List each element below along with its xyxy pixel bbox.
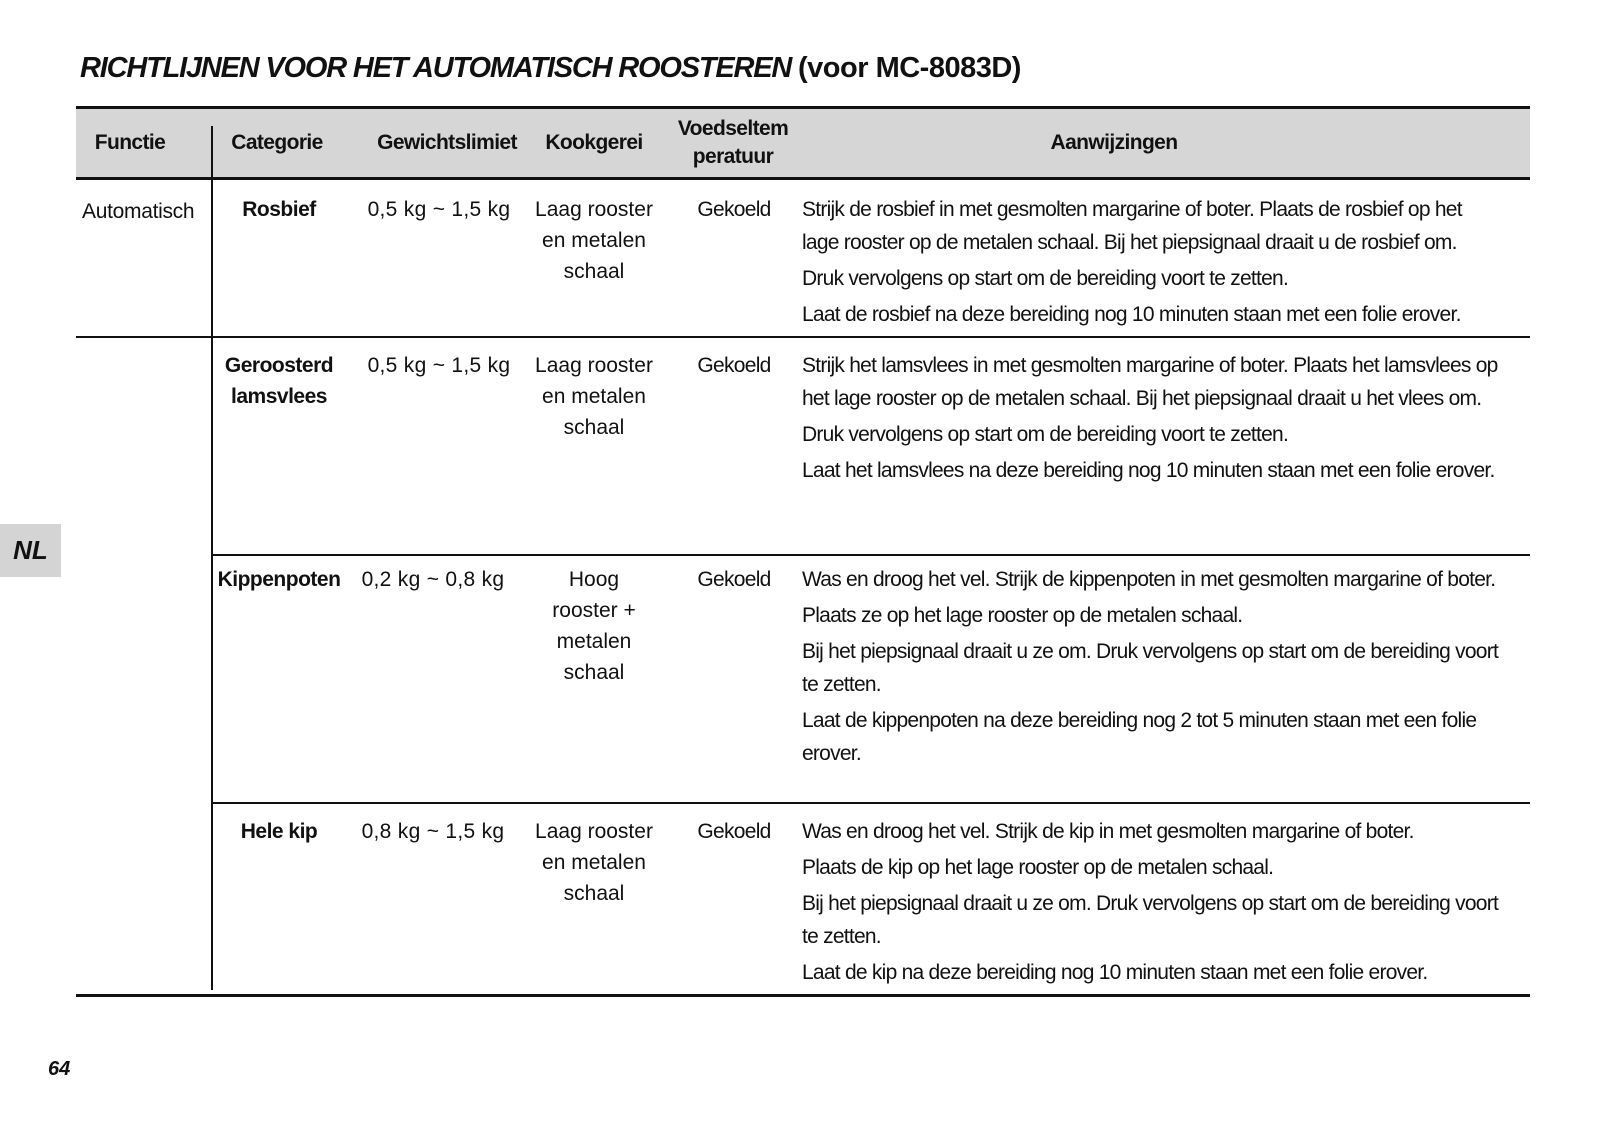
cookware-line: Laag rooster bbox=[535, 198, 653, 221]
cookware-cell bbox=[526, 564, 662, 688]
temperature-cell: Gekoeld bbox=[697, 568, 771, 591]
page-title bbox=[80, 52, 1021, 85]
weight-cell: 0,5 kg ~ 1,5 kg bbox=[367, 198, 511, 221]
table-row bbox=[212, 338, 1530, 556]
header-voedseltemperatuur bbox=[668, 109, 798, 177]
cookware-line: schaal bbox=[563, 882, 625, 905]
cookware-cell bbox=[526, 350, 662, 443]
instruction-paragraph: Strijk de rosbief in met gesmolten margarine of boter. Plaats de rosbief op het lage rooster op de metalen schaal. Bij het piepsignaal draait u de rosbief om. bbox=[802, 198, 1462, 254]
instruction-paragraph: Was en droog het vel. Strijk de kip in met gesmolten margarine of boter. bbox=[802, 820, 1414, 843]
cookware-line: Laag rooster bbox=[535, 354, 653, 377]
table-row bbox=[76, 180, 1530, 338]
title-main: RICHTLIJNEN VOOR HET AUTOMATISCH ROOSTEREN bbox=[80, 52, 792, 84]
temperature-cell: Gekoeld bbox=[697, 198, 771, 221]
table-header bbox=[76, 106, 1530, 180]
instruction-paragraph: Bij het piepsignaal draait u ze om. Druk vervolgens op start om de bereiding voort te zetten. bbox=[802, 640, 1499, 696]
category-cell bbox=[212, 816, 346, 847]
cookware-line: en metalen bbox=[542, 229, 646, 252]
category-cell bbox=[212, 194, 346, 225]
category-line: Kippenpoten bbox=[217, 568, 341, 591]
header-aanwijzingen: Aanwijzingen bbox=[1050, 131, 1178, 154]
instruction-paragraph: Laat de kip na deze bereiding nog 10 minuten staan met een folie erover. bbox=[802, 961, 1428, 984]
cookware-line: rooster + bbox=[552, 599, 636, 622]
weight-cell: 0,8 kg ~ 1,5 kg bbox=[361, 820, 505, 843]
instructions-cell bbox=[802, 193, 1502, 334]
cookware-line: en metalen bbox=[542, 851, 646, 874]
instructions-cell bbox=[802, 349, 1502, 490]
weight-cell: 0,5 kg ~ 1,5 kg bbox=[367, 354, 511, 377]
instruction-paragraph: Plaats de kip op het lage rooster op de metalen schaal. bbox=[802, 856, 1274, 879]
header-gewichtslimiet: Gewichtslimiet bbox=[377, 131, 517, 154]
cookware-cell bbox=[526, 194, 662, 287]
category-cell bbox=[212, 350, 346, 412]
category-cell bbox=[212, 564, 346, 595]
function-cell: Automatisch bbox=[82, 200, 195, 223]
instruction-paragraph: Plaats ze op het lage rooster op de metalen schaal. bbox=[802, 604, 1243, 627]
cookware-line: schaal bbox=[563, 260, 625, 283]
instruction-paragraph: Druk vervolgens op start om de bereiding voort te zetten. bbox=[802, 423, 1289, 446]
cookware-line: Hoog bbox=[568, 568, 620, 591]
roasting-guidelines-table bbox=[76, 106, 1530, 997]
header-kookgerei: Kookgerei bbox=[545, 131, 643, 154]
instructions-cell bbox=[802, 563, 1502, 773]
cookware-line: schaal bbox=[563, 661, 625, 684]
page-number: 64 bbox=[48, 1058, 71, 1080]
category-line: Hele kip bbox=[240, 820, 318, 843]
cookware-line: schaal bbox=[563, 416, 625, 439]
instructions-cell bbox=[802, 815, 1502, 992]
cookware-cell bbox=[526, 816, 662, 909]
temperature-cell: Gekoeld bbox=[697, 820, 771, 843]
instruction-paragraph: Bij het piepsignaal draait u ze om. Druk vervolgens op start om de bereiding voort te zetten. bbox=[802, 892, 1499, 948]
table-row bbox=[212, 556, 1530, 804]
header-categorie: Categorie bbox=[231, 131, 323, 154]
language-tab: NL bbox=[0, 524, 61, 577]
instruction-paragraph: Laat het lamsvlees na deze bereiding nog 10 minuten staan met een folie erover. bbox=[802, 459, 1495, 482]
title-suffix: (voor MC-8083D) bbox=[798, 52, 1021, 84]
header-temp-line1: Voedseltem bbox=[677, 117, 789, 140]
instruction-paragraph: Druk vervolgens op start om de bereiding voort te zetten. bbox=[802, 267, 1289, 290]
weight-cell: 0,2 kg ~ 0,8 kg bbox=[361, 568, 505, 591]
category-line: lamsvlees bbox=[231, 385, 327, 408]
category-line: Rosbief bbox=[242, 198, 316, 221]
cookware-line: metalen bbox=[556, 630, 632, 653]
header-temp-line2: peratuur bbox=[692, 145, 774, 168]
header-divider bbox=[211, 126, 213, 180]
instruction-paragraph: Laat de kippenpoten na deze bereiding nog 2 tot 5 minuten staan met een folie erover. bbox=[802, 709, 1477, 765]
instruction-paragraph: Laat de rosbief na deze bereiding nog 10 minuten staan met een folie erover. bbox=[802, 303, 1461, 326]
instruction-paragraph: Was en droog het vel. Strijk de kippenpoten in met gesmolten margarine of boter. bbox=[802, 568, 1496, 591]
table-row bbox=[76, 804, 1530, 997]
header-functie: Functie bbox=[94, 131, 166, 154]
cookware-line: en metalen bbox=[542, 385, 646, 408]
temperature-cell: Gekoeld bbox=[697, 354, 771, 377]
cookware-line: Laag rooster bbox=[535, 820, 653, 843]
instruction-paragraph: Strijk het lamsvlees in met gesmolten margarine of boter. Plaats het lamsvlees op het lage rooster op de metalen schaal. Bij het piepsignaal draait u het vlees om. bbox=[802, 354, 1498, 410]
category-line: Geroosterd bbox=[224, 354, 334, 377]
